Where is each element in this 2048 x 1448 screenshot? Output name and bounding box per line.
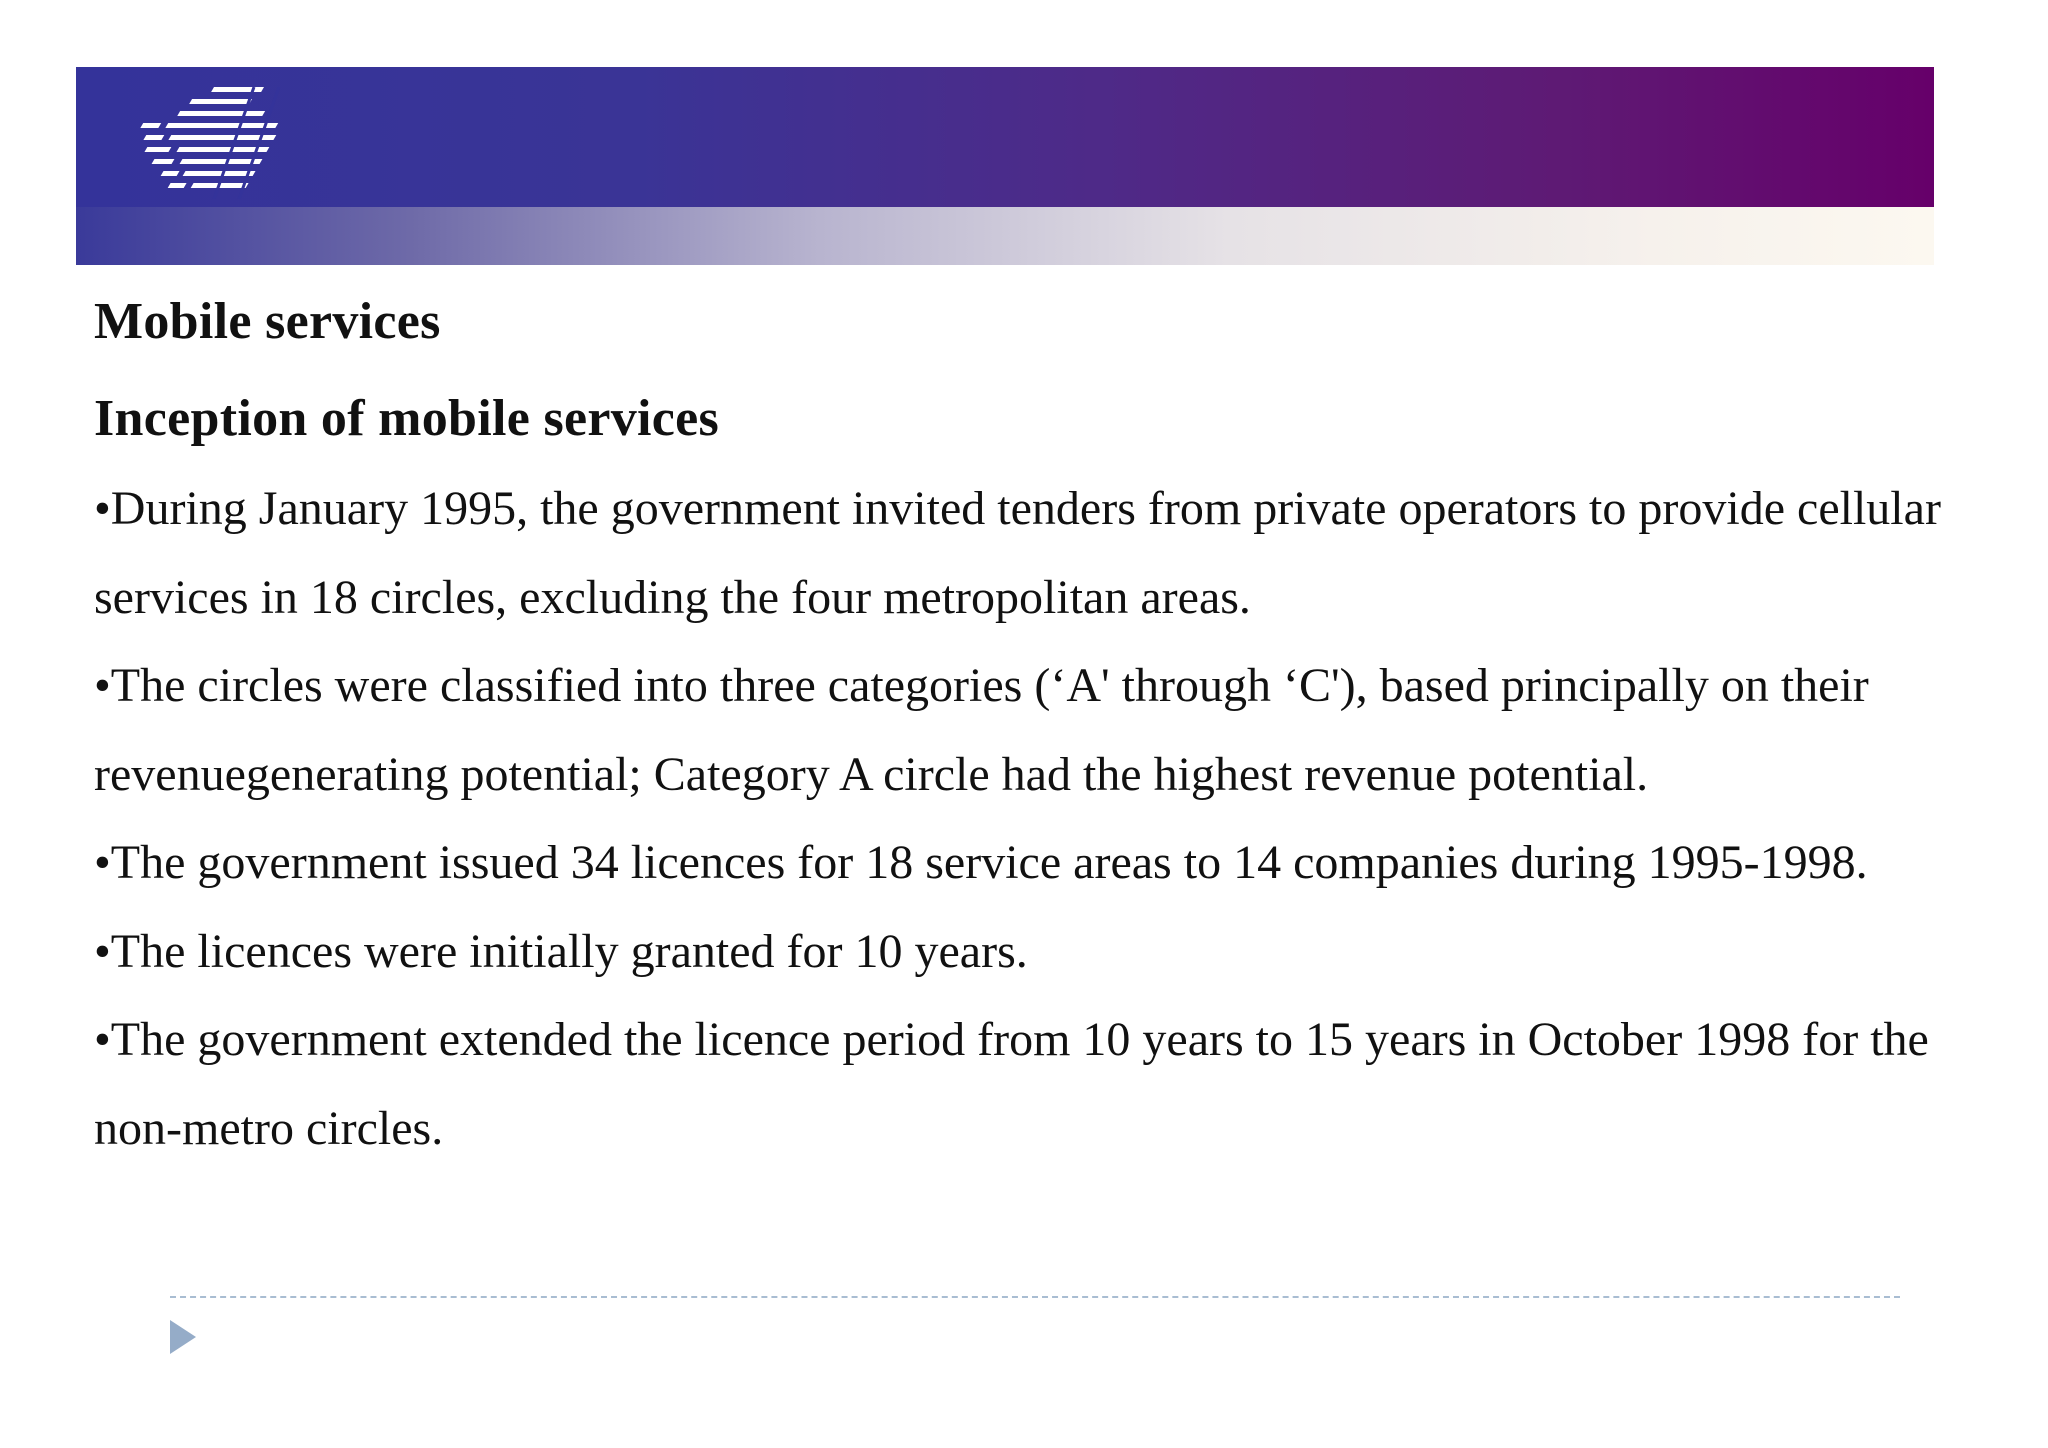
slide-subtitle: Inception of mobile services: [94, 390, 720, 447]
bullet-list: [94, 465, 1994, 1173]
header-banner: [76, 67, 1934, 265]
bullet-item: •The licences were initially granted for 10 years.: [94, 924, 1028, 978]
slide-title: Mobile services: [94, 293, 441, 350]
striped-logo-icon: [104, 87, 334, 199]
banner-gradient-bottom: [76, 207, 1934, 265]
slide-content: [94, 290, 1994, 1173]
triangle-marker-icon: [170, 1320, 196, 1354]
bullet-item: •The government issued 34 licences for 18 service areas to 14 companies during 1995-1998.: [94, 836, 1868, 889]
bullet-item: •The government extended the licence period from 10 years to 15 years in October 1998 for the non-metro circles.: [94, 1013, 1929, 1155]
bullet-item: •During January 1995, the government invited tenders from private operators to provide cellular services in 18 circles, excluding the four metropolitan areas.: [94, 482, 1941, 624]
banner-gradient-top: [76, 67, 1934, 207]
bullet-item: •The circles were classified into three categories (‘A' through ‘C'), based principally on their revenuegenerating potential; Category A circle had the highest revenue potential.: [94, 659, 1869, 801]
footer-divider: [170, 1296, 1900, 1298]
